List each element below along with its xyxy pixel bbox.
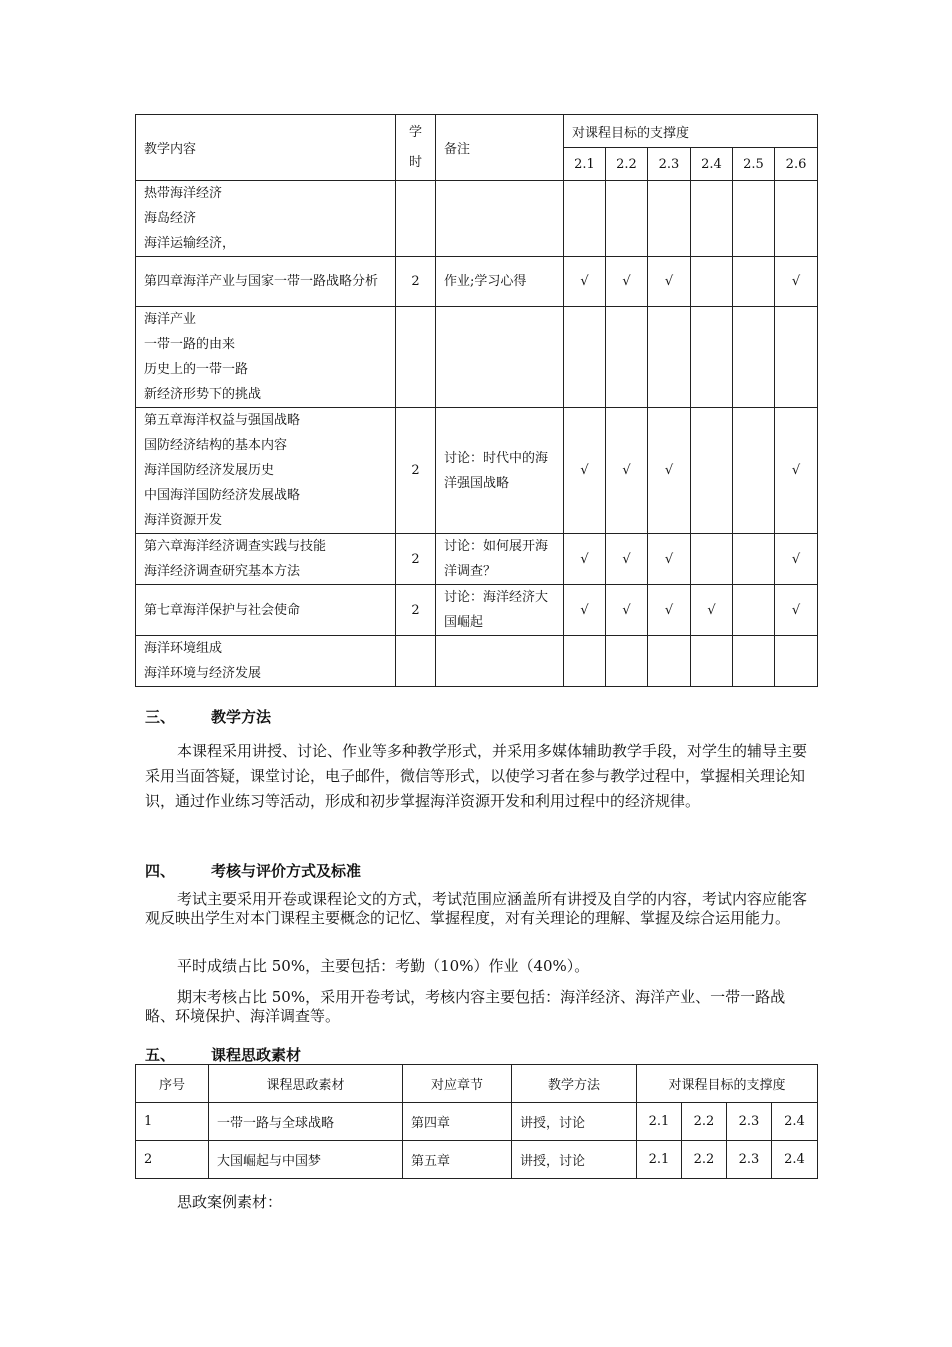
check-mark: √ — [648, 408, 691, 534]
row-note: 讨论：时代中的海洋强国战略 — [436, 408, 564, 534]
row-method: 讲授，讨论 — [512, 1141, 637, 1179]
check-mark — [733, 534, 775, 585]
row-goal: 2.3 — [727, 1103, 772, 1141]
section4-paragraph-1: 考试主要采用开卷或课程论文的方式，考试范围应涵盖所有讲授及自学的内容，考试内容应能客观反映出学生对本门课程主要概念的记忆、掌握程度，对有关理论的理解、掌握及综合运用能力。 — [145, 890, 808, 927]
section4-heading — [145, 860, 361, 881]
check-mark — [691, 257, 733, 307]
check-mark — [733, 257, 775, 307]
check-mark — [775, 636, 818, 687]
check-mark — [648, 307, 691, 408]
check-mark — [564, 307, 606, 408]
goal-header: 2.4 — [691, 148, 733, 181]
goal-header: 2.6 — [775, 148, 818, 181]
row-content — [136, 257, 396, 307]
row-goal: 2.1 — [637, 1103, 682, 1141]
check-mark: √ — [606, 257, 648, 307]
check-mark — [733, 307, 775, 408]
table-row — [136, 181, 818, 257]
row-content — [136, 636, 396, 687]
check-mark: √ — [648, 534, 691, 585]
check-mark — [691, 534, 733, 585]
content-line: 热带海洋经济 — [144, 186, 223, 201]
content-line: 海洋产业 — [144, 312, 197, 327]
content-line: 海洋国防经济发展历史 — [144, 463, 275, 478]
row-chapter: 第五章 — [403, 1141, 512, 1179]
row-hours: 2 — [396, 257, 436, 307]
table-row — [136, 257, 818, 307]
row-hours — [396, 307, 436, 408]
content-line: 中国海洋国防经济发展战略 — [144, 488, 301, 503]
row-no: 2 — [136, 1141, 209, 1179]
row-hours — [396, 636, 436, 687]
content-line: 第六章海洋经济调查实践与技能 — [144, 539, 327, 554]
check-mark: √ — [606, 408, 648, 534]
section-number: 四、 — [145, 862, 176, 880]
section4-paragraph-3: 期末考核占比 50%，采用开卷考试，考核内容主要包括：海洋经济、海洋产业、一带一路战略、环境保护、海洋调查等。 — [145, 988, 786, 1025]
row-material: 一带一路与全球战略 — [209, 1103, 403, 1141]
content-line: 海洋资源开发 — [144, 513, 223, 528]
header-chapter: 对应章节 — [403, 1065, 512, 1103]
row-note: 讨论：如何展开海洋调查？ — [436, 534, 564, 585]
check-mark — [648, 181, 691, 257]
check-mark — [606, 181, 648, 257]
header-method: 教学方法 — [512, 1065, 637, 1103]
row-material: 大国崛起与中国梦 — [209, 1141, 403, 1179]
check-mark — [606, 636, 648, 687]
section5-heading — [145, 1044, 301, 1065]
header-support: 对课程目标的支撑度 — [637, 1065, 818, 1103]
check-mark — [691, 307, 733, 408]
check-mark — [564, 181, 606, 257]
content-line: 海洋环境组成 — [144, 641, 223, 656]
check-mark — [733, 181, 775, 257]
section3-paragraph: 本课程采用讲授、讨论、作业等多种教学形式，并采用多媒体辅助教学手段，对学生的辅导主要采用当面答疑，课堂讨论，电子邮件，微信等形式，以使学习者在参与教学过程中，掌握相关理论知识，通过作业练习等活动，形成和初步掌握海洋资源开发和利用过程中的经济规律。 — [145, 742, 808, 810]
header-support: 对课程目标的支撑度 — [564, 115, 818, 148]
check-mark: √ — [564, 534, 606, 585]
check-mark — [606, 307, 648, 408]
row-goal: 2.4 — [772, 1141, 818, 1179]
row-content — [136, 585, 396, 636]
row-goal: 2.4 — [772, 1103, 818, 1141]
row-method: 讲授，讨论 — [512, 1103, 637, 1141]
ideology-case-label: 思政案例素材： — [177, 1193, 283, 1211]
content-line: 第七章海洋保护与社会使命 — [144, 602, 301, 618]
row-hours: 2 — [396, 585, 436, 636]
content-line: 新经济形势下的挑战 — [144, 387, 262, 402]
section-title: 课程思政素材 — [211, 1046, 302, 1064]
content-line: 国防经济结构的基本内容 — [144, 438, 288, 453]
row-no: 1 — [136, 1103, 209, 1141]
header-note: 备注 — [436, 115, 564, 181]
goal-header: 2.3 — [648, 148, 691, 181]
ideology-material-table — [135, 1064, 818, 1179]
content-line: 历史上的一带一路 — [144, 362, 249, 377]
check-mark: √ — [564, 585, 606, 636]
check-mark — [648, 636, 691, 687]
table-row — [136, 408, 818, 534]
check-mark: √ — [775, 534, 818, 585]
check-mark — [691, 408, 733, 534]
content-line: 一带一路的由来 — [144, 337, 236, 352]
content-line: 第四章海洋产业与国家一带一路战略分析 — [144, 274, 379, 289]
row-content — [136, 307, 396, 408]
section4-paragraph-2: 平时成绩占比 50%，主要包括：考勤（10%）作业（40%）。 — [177, 957, 590, 975]
table-row — [136, 585, 818, 636]
check-mark: √ — [564, 408, 606, 534]
check-mark — [775, 181, 818, 257]
check-mark: √ — [606, 585, 648, 636]
check-mark: √ — [606, 534, 648, 585]
row-goal: 2.2 — [682, 1103, 727, 1141]
content-line: 海洋运输经济， — [144, 236, 236, 251]
row-content — [136, 408, 396, 534]
row-content — [136, 181, 396, 257]
check-mark — [564, 636, 606, 687]
check-mark: √ — [775, 257, 818, 307]
row-note — [436, 181, 564, 257]
check-mark — [733, 408, 775, 534]
header-material: 课程思政素材 — [209, 1065, 403, 1103]
row-note — [436, 307, 564, 408]
row-hours: 2 — [396, 534, 436, 585]
check-mark: √ — [775, 585, 818, 636]
section-number: 五、 — [145, 1046, 176, 1064]
content-line: 第五章海洋权益与强国战略 — [144, 413, 301, 428]
row-chapter: 第四章 — [403, 1103, 512, 1141]
table-row — [136, 534, 818, 585]
content-line: 海洋经济调查研究基本方法 — [144, 564, 301, 579]
row-goal: 2.3 — [727, 1141, 772, 1179]
row-content — [136, 534, 396, 585]
section-number: 三、 — [145, 708, 176, 726]
header-no: 序号 — [136, 1065, 209, 1103]
goal-header: 2.1 — [564, 148, 606, 181]
goal-header: 2.5 — [733, 148, 775, 181]
check-mark: √ — [648, 585, 691, 636]
table-row — [136, 307, 818, 408]
table-row — [136, 1141, 818, 1179]
row-hours: 2 — [396, 408, 436, 534]
check-mark: √ — [691, 585, 733, 636]
check-mark: √ — [775, 408, 818, 534]
table-row — [136, 1103, 818, 1141]
teaching-content-table — [135, 114, 818, 687]
check-mark: √ — [564, 257, 606, 307]
section3-heading — [145, 706, 271, 727]
check-mark — [691, 636, 733, 687]
row-note — [436, 636, 564, 687]
section-title: 教学方法 — [211, 708, 272, 726]
table-row — [136, 636, 818, 687]
check-mark — [733, 585, 775, 636]
check-mark — [733, 636, 775, 687]
header-content: 教学内容 — [136, 115, 396, 181]
check-mark: √ — [648, 257, 691, 307]
check-mark — [775, 307, 818, 408]
content-line: 海岛经济 — [144, 211, 197, 226]
row-note: 讨论：海洋经济大国崛起 — [436, 585, 564, 636]
row-goal: 2.2 — [682, 1141, 727, 1179]
row-goal: 2.1 — [637, 1141, 682, 1179]
row-note: 作业;学习心得 — [436, 257, 564, 307]
check-mark — [691, 181, 733, 257]
content-line: 海洋环境与经济发展 — [144, 666, 262, 681]
section-title: 考核与评价方式及标准 — [211, 862, 362, 880]
row-hours — [396, 181, 436, 257]
header-hours: 学时 — [396, 115, 436, 181]
goal-header: 2.2 — [606, 148, 648, 181]
